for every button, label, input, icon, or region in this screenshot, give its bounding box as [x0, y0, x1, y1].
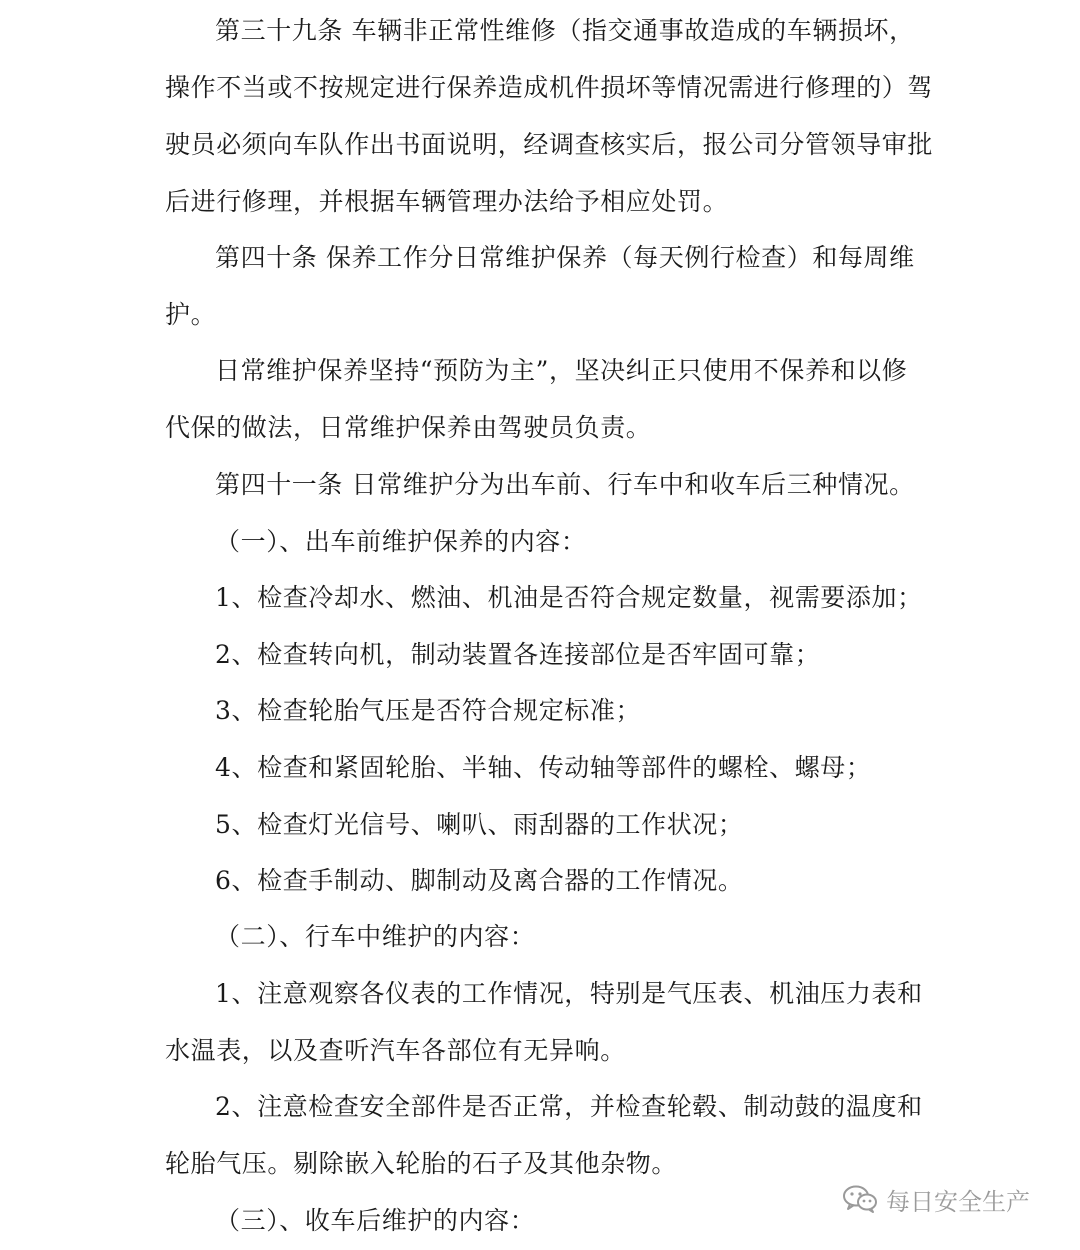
text-line: 1、注意观察各仪表的工作情况，特别是气压表、机油压力表和 — [215, 979, 923, 1008]
watermark-text: 每日安全生产 — [886, 1187, 1030, 1216]
text-line: 操作不当或不按规定进行保养造成机件损坏等情况需进行修理的）驾 — [165, 73, 934, 102]
text-line: 代保的做法，日常维护保养由驾驶员负责。 — [165, 413, 652, 442]
text-line: 护。 — [165, 300, 217, 329]
text-line: （二）、行车中维护的内容： — [215, 922, 536, 951]
text-line: （三）、收车后维护的内容： — [215, 1206, 536, 1235]
watermark — [842, 1182, 1030, 1216]
text-line: 3、检查轮胎气压是否符合规定标准； — [215, 696, 642, 725]
text-line: 水温表，以及查听汽车各部位有无异响。 — [165, 1036, 626, 1065]
wechat-icon — [842, 1184, 878, 1214]
text-line: 5、检查灯光信号、喇叭、雨刮器的工作状况； — [215, 810, 744, 839]
text-line: 轮胎气压。剔除嵌入轮胎的石子及其他杂物。 — [165, 1149, 678, 1178]
text-line: （一）、出车前维护保养的内容： — [215, 527, 587, 556]
text-line: 后进行修理，并根据车辆管理办法给予相应处罚。 — [165, 187, 729, 216]
text-line: 4、检查和紧固轮胎、半轴、传动轴等部件的螺栓、螺母； — [215, 753, 872, 782]
text-line: 第四十一条 日常维护分为出车前、行车中和收车后三种情况。 — [215, 470, 915, 499]
text-line: 第四十条 保养工作分日常维护保养（每天例行检查）和每周维 — [215, 243, 915, 272]
text-line: 2、注意检查安全部件是否正常，并检查轮毂、制动鼓的温度和 — [215, 1092, 923, 1121]
text-line: 6、检查手制动、脚制动及离合器的工作情况。 — [215, 866, 744, 895]
text-line: 驶员必须向车队作出书面说明，经调查核实后，报公司分管领导审批 — [165, 130, 934, 159]
text-line: 1、检查冷却水、燃油、机油是否符合规定数量，视需要添加； — [215, 583, 923, 612]
text-line: 日常维护保养坚持“预防为主”，坚决纠正只使用不保养和以修 — [215, 356, 908, 385]
text-line: 2、检查转向机，制动装置各连接部位是否牢固可靠； — [215, 640, 821, 669]
text-line: 第三十九条 车辆非正常性维修（指交通事故造成的车辆损坏， — [215, 16, 915, 45]
